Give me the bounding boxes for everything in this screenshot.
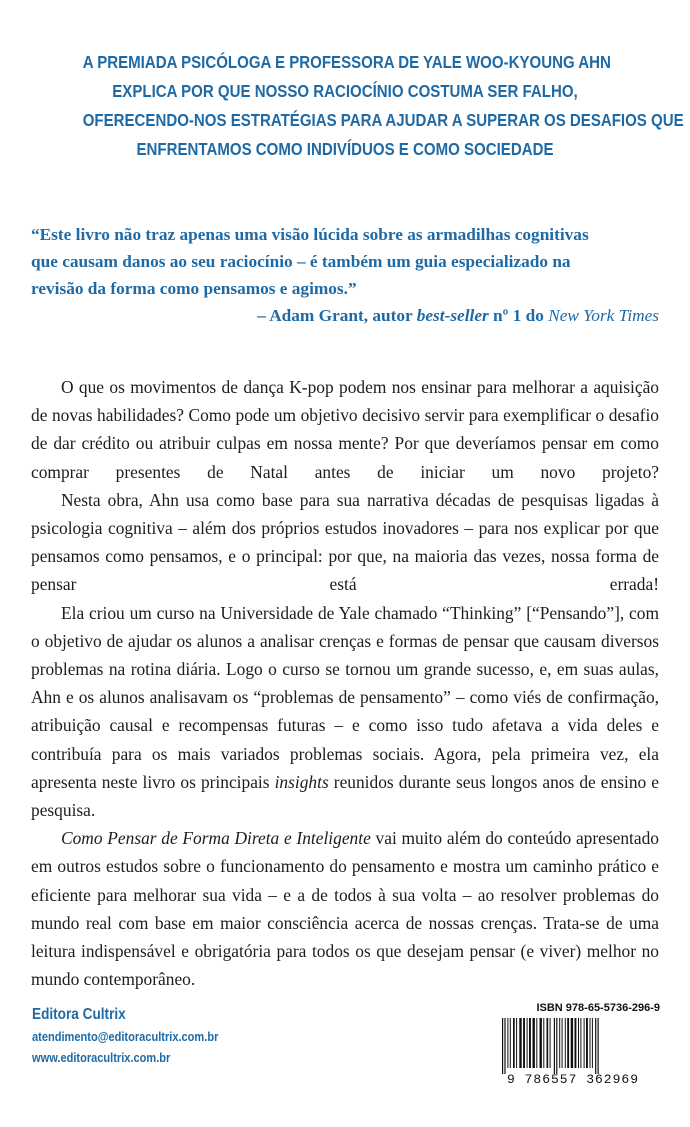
- barcode-bar: [556, 1018, 557, 1074]
- paragraph-text: reunidos durante seus longos anos de ensino e pesquisa.: [31, 771, 659, 821]
- headline-line: OFERECENDO-NOS ESTRATÉGIAS PARA AJUDAR A SUPERAR OS DESAFIOS QUE: [82, 110, 684, 130]
- description-text: [31, 373, 659, 993]
- paragraph-text: vai muito além do conteúdo apresentado em outros estudos sobre o funcionamento do pensamento e mostra um caminho prático e eficiente para melhorar sua vida – e a de todos à sua volta – ao resolver problemas do mundo real com base em maior consciência acerca de nossas crenças. Trata-se de uma leitura indispensável e obrigatória para todos os que desejam pensar (e viver) melhor no mundo contemporâneo.: [31, 828, 659, 990]
- barcode-bar: [567, 1018, 569, 1068]
- barcode-bar: [580, 1018, 581, 1068]
- barcode-bar: [565, 1018, 566, 1068]
- publisher-name: Editora Cultrix: [32, 1006, 126, 1023]
- quote-line: “Este livro não traz apenas uma visão lúcida sobre as armadilhas cognitivas: [31, 225, 589, 244]
- barcode-bar: [578, 1018, 579, 1068]
- barcode-bar: [510, 1018, 511, 1068]
- barcode-bar: [554, 1018, 555, 1074]
- barcode-bar: [513, 1018, 515, 1068]
- barcode-bar: [527, 1018, 528, 1068]
- paragraph-text: Ela criou um curso na Universidade de Yale chamado “Thinking” [“Pensando”], com o objetivo de ajudar os alunos a analisar crenças e formas de pensar que causam diversos problemas na rotina diária. Logo o curso se tornou um grande sucesso, e, em suas aulas, Ahn e os alunos analisavam os “problemas de pensamento” – como viés de confirmação, atribuição causal e recompensas futuras – e como isso tudo afetava a vida deles e contribuía para os mais variados problemas sociais. Agora, pela primeira vez, ela apresenta neste livro os principais: [31, 602, 659, 792]
- paragraph-italic: insights: [274, 771, 329, 792]
- headline-line: ENFRENTAMOS COMO INDIVÍDUOS E COMO SOCIEDADE: [136, 139, 554, 159]
- quote-line: que causam danos ao seu raciocínio – é também um guia especializado na: [31, 252, 571, 271]
- barcode-bar: [595, 1018, 596, 1074]
- publisher-email: atendimento@editoracultrix.com.br: [32, 1029, 219, 1044]
- barcode-bar: [571, 1018, 573, 1068]
- barcode-bar: [586, 1018, 588, 1068]
- barcode-bar: [562, 1018, 563, 1068]
- isbn-barcode: [486, 1000, 660, 1092]
- barcode-bar: [536, 1018, 537, 1068]
- barcode-bar: [547, 1018, 549, 1068]
- isbn-label: ISBN 978-65-5736-296-9: [536, 1002, 660, 1014]
- paragraph: [31, 824, 659, 993]
- endorsement-quote: [31, 221, 659, 329]
- headline-line: A PREMIADA PSICÓLOGA E PROFESSORA DE YALE WOO-KYOUNG AHN: [82, 52, 611, 72]
- attribution-mid: nº 1 do: [488, 306, 549, 325]
- headline: [82, 48, 684, 164]
- paragraph: Nesta obra, Ahn usa como base para sua narrativa décadas de pesquisas ligadas à psicologia cognitiva – além dos próprios estudos inovadores – para nos explicar por que pensamos como pensamos, e o principal: por que, na maioria das vezes, nossa forma de pensar está errada!: [31, 489, 659, 595]
- paragraph: [31, 599, 659, 825]
- barcode-bar: [529, 1018, 531, 1068]
- publisher-website: www.editoracultrix.com.br: [32, 1050, 171, 1065]
- barcode-bar: [543, 1018, 544, 1068]
- barcode-bar: [502, 1018, 503, 1074]
- barcode-bar: [592, 1018, 593, 1068]
- quote-line: revisão da forma como pensamos e agimos.”: [31, 279, 357, 298]
- quote-attribution: [31, 302, 659, 329]
- barcode-bar: [519, 1018, 521, 1068]
- barcode-bar: [559, 1018, 560, 1068]
- barcode-bar: [590, 1018, 591, 1068]
- publisher-info: [32, 1004, 218, 1068]
- barcode-digits: 9 786557 362969: [506, 1072, 640, 1087]
- barcode-bar: [575, 1018, 577, 1068]
- barcode-bar: [540, 1018, 542, 1068]
- barcode-bar: [507, 1018, 508, 1068]
- paragraph: O que os movimentos de dança K-pop podem nos ensinar para melhorar a aquisição de novas habilidades? Como pode um objetivo decisivo servir para exemplificar o desafio de dar crédito ou atribuir culpas em nossa mente? Por que deveríamos pensar em como comprar presentes de Natal antes de iniciar um novo projeto?: [31, 377, 659, 482]
- barcode-bar: [523, 1018, 525, 1068]
- barcode-bar: [584, 1018, 585, 1068]
- headline-line: EXPLICA POR QUE NOSSO RACIOCÍNIO COSTUMA SER FALHO,: [112, 81, 578, 101]
- book-title: Como Pensar de Forma Direta e Inteligente: [61, 828, 371, 849]
- barcode-bar: [516, 1018, 517, 1068]
- attribution-prefix: – Adam Grant, autor: [257, 306, 417, 325]
- attribution-source: New York Times: [548, 306, 659, 325]
- attribution-bestseller: best-seller: [416, 306, 489, 325]
- barcode-bar: [504, 1018, 505, 1074]
- barcode-bar: [550, 1018, 551, 1068]
- barcode-bar: [598, 1018, 599, 1074]
- barcode-bar: [533, 1018, 535, 1068]
- barcode-bars: [498, 1018, 648, 1074]
